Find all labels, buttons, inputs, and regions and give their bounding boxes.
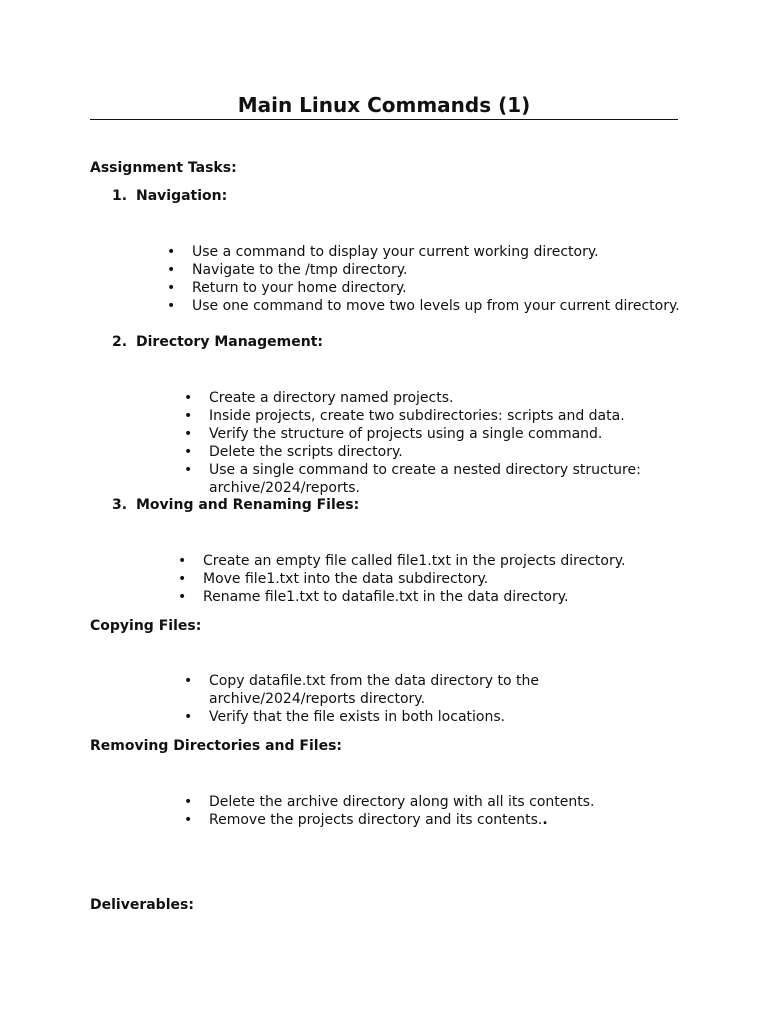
list-item: • Remove the projects directory and its contents..	[184, 812, 548, 828]
bullet-icon: •	[184, 390, 193, 406]
bullet-icon: •	[167, 280, 176, 296]
bullet-icon: •	[184, 794, 193, 810]
bullet-icon: •	[178, 571, 187, 587]
bullet-icon: •	[184, 709, 193, 725]
assignment-heading: Assignment Tasks:	[90, 160, 237, 176]
list-item: • Verify that the file exists in both locations.	[184, 709, 506, 725]
section-heading-navigation	[112, 187, 227, 205]
list-item: • Copy datafile.txt from the data directory to the archive/2024/reports directory.	[184, 673, 539, 707]
section-number: 1.	[112, 188, 128, 204]
bullet-icon: •	[167, 298, 176, 314]
list-item: • Use a single command to create a nested directory structure: archive/2024/reports.	[184, 462, 641, 496]
bullet-icon: •	[184, 444, 193, 460]
bullet-icon: •	[184, 426, 193, 442]
section-heading-moving-renaming	[112, 496, 359, 514]
section-title: Navigation:	[136, 188, 228, 204]
directory-task-list	[184, 389, 649, 497]
bullet-icon: •	[184, 673, 193, 689]
title-underline	[90, 119, 678, 120]
section-title: Moving and Renaming Files:	[136, 497, 360, 513]
list-item: • Navigate to the /tmp directory.	[167, 262, 408, 278]
list-item: • Rename file1.txt to datafile.txt in the data directory.	[178, 589, 569, 605]
bullet-icon: •	[178, 589, 187, 605]
list-item: • Delete the scripts directory.	[184, 444, 403, 460]
list-item: • Create an empty file called file1.txt in the projects directory.	[178, 553, 626, 569]
copying-files-heading: Copying Files:	[90, 618, 202, 634]
removing-heading: Removing Directories and Files:	[90, 738, 342, 754]
section-number: 3.	[112, 497, 128, 513]
section-heading-directory-management	[112, 333, 323, 351]
section-number: 2.	[112, 334, 128, 350]
bullet-icon: •	[167, 244, 176, 260]
removing-task-list	[184, 793, 669, 829]
list-item: • Create a directory named projects.	[184, 390, 454, 406]
list-item: • Inside projects, create two subdirectories: scripts and data.	[184, 408, 625, 424]
bullet-icon: •	[184, 462, 193, 478]
bullet-icon: •	[178, 553, 187, 569]
trailing-period: .	[542, 812, 548, 828]
copying-task-list	[184, 672, 569, 726]
deliverables-heading: Deliverables:	[90, 897, 194, 913]
list-item: • Use one command to move two levels up from your current directory.	[167, 298, 680, 314]
navigation-task-list	[167, 243, 692, 315]
moving-task-list	[178, 552, 683, 606]
list-item: • Delete the archive directory along with all its contents.	[184, 794, 595, 810]
bullet-icon: •	[184, 408, 193, 424]
list-item: • Move file1.txt into the data subdirectory.	[178, 571, 489, 587]
bullet-icon: •	[184, 812, 193, 828]
list-item: • Use a command to display your current working directory.	[167, 244, 599, 260]
document-title: Main Linux Commands (1)	[237, 93, 531, 117]
list-item: • Verify the structure of projects using a single command.	[184, 426, 603, 442]
list-item: • Return to your home directory.	[167, 280, 407, 296]
bullet-icon: •	[167, 262, 176, 278]
section-title: Directory Management:	[136, 334, 323, 350]
